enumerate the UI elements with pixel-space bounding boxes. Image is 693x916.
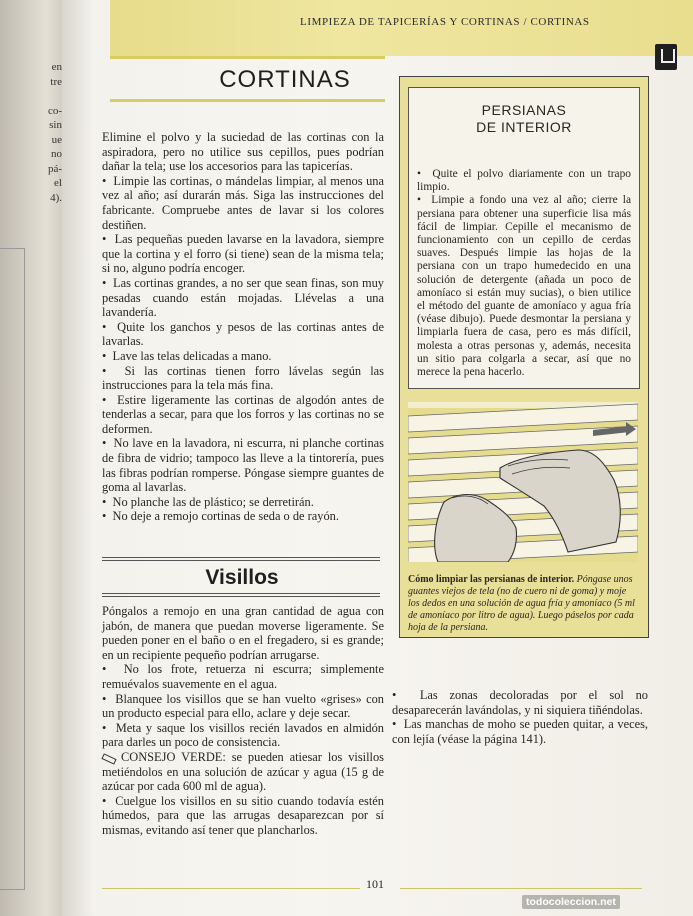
caption-text: Póngase unos guantes viejos de tela (no de cuero ni de goma) y moje los dedos en una solución de agua fría y amoníaco (5 ml de amoníaco por litro de agua). Luego páselos por cada hoja de la persiana.: [408, 574, 635, 633]
title-rule-top: [110, 56, 385, 59]
cortinas-bullet-list: [102, 174, 384, 524]
title-rule-bottom: [110, 99, 385, 102]
bullet-item: • Las manchas de moho se pueden quitar, a veces, con lejía (véase la página 141).: [392, 717, 648, 746]
visillos-body: [102, 604, 384, 838]
bullet-item: • Quite los ganchos y pesos de las cortinas antes de lavarlas.: [102, 320, 384, 349]
bullet-item: • Cuelgue los visillos en su sitio cuando todavía estén húmedos, para que las arrugas desaparezcan por sí mismas, evitando así tener que plancharlos.: [102, 794, 384, 838]
visillos-bullet-list-2: [102, 794, 384, 838]
previous-page-fragment: ue: [51, 133, 62, 146]
previous-page-fragment: pá-: [47, 162, 62, 175]
previous-page-fragment: 4).: [50, 191, 62, 204]
watermark: todocoleccion.net: [522, 895, 620, 909]
running-header: LIMPIEZA DE TAPICERÍAS Y CORTINAS / CORTINAS: [300, 16, 590, 28]
bullet-item: • No planche las de plástico; se derretirán.: [102, 495, 384, 510]
section-title-cortinas: CORTINAS: [219, 66, 351, 93]
previous-page-fragment: tre: [50, 75, 62, 88]
cortinas-intro: Elimine el polvo y la suciedad de las cortinas con la aspiradora, pero no utilice sus cepillos, pues podrían dañar la tela; use los accesorios para las tapicerías.: [102, 130, 384, 174]
previous-page-text: [0, 60, 62, 205]
bullet-item: • Las pequeñas pueden lavarse en la lavadora, siempre que la cortina y el forro (si tiene) sean de la misma tela; si no, alguno podría encoger.: [102, 232, 384, 276]
divider: [102, 557, 380, 558]
bullet-item: • No deje a remojo cortinas de seda o de rayón.: [102, 509, 384, 524]
header-band: [110, 0, 693, 56]
bullet-item: • Quite el polvo diariamente con un trapo limpio.: [417, 168, 631, 194]
green-tip-label: CONSEJO VERDE:: [121, 749, 226, 764]
previous-page-edge: [0, 0, 66, 916]
bullet-item: • Limpie a fondo una vez al año; cierre la persiana para obtener una superficie lisa más fácil de limpiar. Cepille el mecanismo de funcionamiento con un cepillo de cerdas suaves. Después limpie las hojas de la persiana con un trapo humedecido en una solución de detergente (añada un poco de amoníaco si están muy sucias), o bien utilice el método del guante de amoníaco y agua fría (véase dibujo). Puede desmontar la persiana y limpiarla fuera de casa, pero es más difícil, molesta a otras personas y, además, necesita un sitio para colgarla a secar, así que no merece la pena hacerlo.: [417, 194, 631, 379]
visillos-bullet-list: [102, 662, 384, 750]
green-tip: [102, 750, 384, 794]
green-tip-text: se pueden atiesar los visillos metiéndolos en una solución de azúcar y agua (15 g de azúcar por cada 600 ml de agua).: [102, 749, 384, 794]
previous-page-fragment: el: [54, 177, 62, 189]
blind-cleaning-illustration: [408, 402, 638, 562]
previous-page-fragment: [0, 89, 62, 104]
sidebar-bullet-list: [417, 168, 631, 379]
previous-page-fragment: sin: [49, 119, 62, 131]
visillos-intro: Póngalos a remojo en una gran cantidad de agua con jabón, de manera que puedan moverse ligeramente. Se pueden poner en el baño o en el fregadero, si es grande; en un recipiente pequeño podrían arrugarse.: [102, 604, 384, 662]
footer-rule-right: [400, 888, 642, 889]
previous-page-fragment: en: [51, 61, 62, 73]
bucket-icon: [655, 44, 677, 70]
divider: [102, 560, 380, 561]
bullet-item: • Estire ligeramente las cortinas de algodón antes de tenderlas a secar, para que los forros y las cortinas no se deformen.: [102, 393, 384, 437]
bullet-item: • Si las cortinas tienen forro lávelas según las instrucciones para la tela más fina.: [102, 364, 384, 393]
divider: [102, 596, 380, 597]
book-page: [62, 0, 693, 916]
previous-page-fragment: co-: [47, 104, 62, 117]
bullet-item: • Lave las telas delicadas a mano.: [102, 349, 384, 364]
bullet-item: • Las zonas decoloradas por el sol no desaparecerán lavándolas, y ni siquiera tiñéndolas.: [392, 688, 648, 717]
caption-lead: Cómo limpiar las persianas de interior.: [408, 574, 575, 585]
bullet-item: • No lave en la lavadora, ni escurra, ni planche cortinas de fibra de vidrio; tampoco las lleve a la tintorería, pues las fibras podrían romperse. Póngase siempre guantes de goma al lavarlas.: [102, 436, 384, 494]
sidebar-text-panel: [408, 87, 640, 389]
pencil-icon: [102, 754, 118, 762]
bullet-item: • No los frote, retuerza ni escurra; simplemente remuévalos suavemente en el agua.: [102, 662, 384, 691]
sidebar-title-line2: DE INTERIOR: [476, 119, 572, 135]
illustration-caption: [408, 574, 640, 634]
footer-rule-left: [102, 888, 360, 889]
bullet-item: • Blanquee los visillos que se han vuelto «grises» con un producto especial para ello, aclare y deje secar.: [102, 692, 384, 721]
bullet-item: • Meta y saque los visillos recién lavados en almidón para darles un poco de consistencia.: [102, 721, 384, 750]
section-title-visillos: Visillos: [205, 566, 279, 589]
bullet-item: • Limpie las cortinas, o mándelas limpiar, al menos una vez al año; así durarán más. Siga las instrucciones del fabricante. Compruebe antes de lavar si los colores destiñen.: [102, 174, 384, 232]
previous-page-frame: [0, 248, 25, 890]
cortinas-body: [102, 130, 384, 524]
previous-page-fragment: no: [51, 148, 62, 160]
sidebar-title: [409, 102, 639, 136]
right-bullet-list: [392, 688, 648, 746]
sidebar-persianas: [399, 76, 649, 638]
sidebar-title-line1: PERSIANAS: [481, 102, 567, 118]
page-number: 101: [366, 877, 384, 891]
bullet-item: • Las cortinas grandes, a no ser que sean finas, son muy pesadas cuando están mojadas. Llévelas a una lavandería.: [102, 276, 384, 320]
divider: [102, 593, 380, 594]
